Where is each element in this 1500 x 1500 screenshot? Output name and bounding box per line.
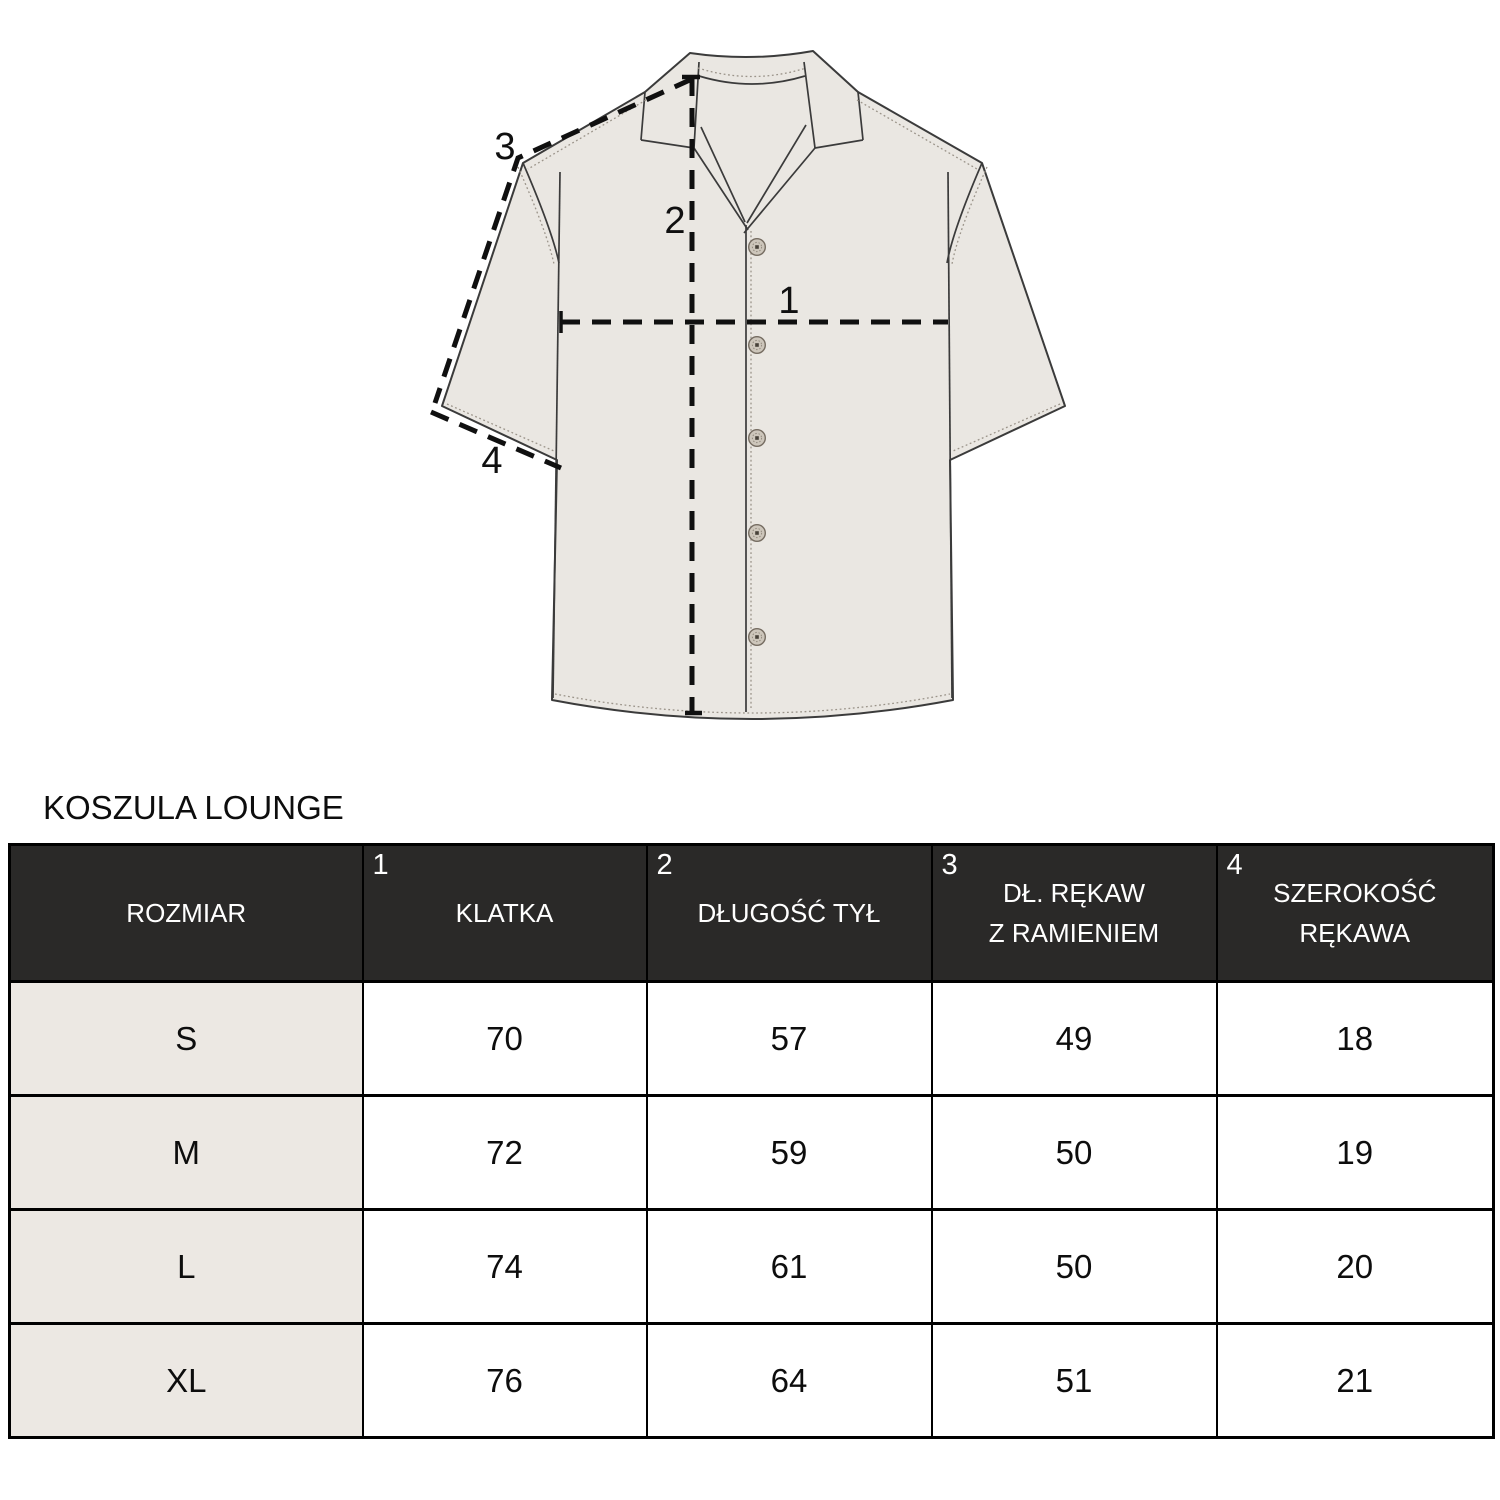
column-label: SZEROKOŚĆ (1273, 878, 1437, 908)
column-number: 1 (372, 849, 389, 881)
value-cell: 21 (1217, 1324, 1494, 1438)
column-label: DŁ. RĘKAW (1002, 878, 1146, 908)
button-icon (749, 337, 766, 354)
value-cell: 74 (363, 1210, 647, 1324)
size-cell: L (10, 1210, 363, 1324)
column-number: 3 (941, 849, 958, 881)
page-title: KOSZULA LOUNGE (43, 789, 344, 826)
value-cell: 64 (647, 1324, 932, 1438)
button-icon (749, 525, 766, 542)
size-cell: S (10, 982, 363, 1096)
column-label-line2: Z RAMIENIEM (988, 918, 1160, 948)
table-row (10, 1210, 1494, 1324)
table-row (10, 1096, 1494, 1210)
button-icon (749, 239, 766, 256)
size-table (8, 843, 1495, 1439)
table-header-row (10, 845, 1494, 982)
value-cell: 18 (1217, 982, 1494, 1096)
value-cell: 76 (363, 1324, 647, 1438)
value-cell: 70 (363, 982, 647, 1096)
column-label: DŁUGOŚĆ TYŁ (697, 898, 881, 928)
column-label: KLATKA (455, 898, 554, 928)
header-cell-szerokosc-rekawa (1217, 845, 1494, 982)
value-cell: 51 (932, 1324, 1217, 1438)
measure-label-sleeve-with-shoulder: 3 (494, 126, 516, 168)
header-cell-klatka (363, 845, 647, 982)
table-row (10, 982, 1494, 1096)
measure-label-back-length: 2 (664, 200, 686, 242)
header-cell-dlugosc-tyl (647, 845, 932, 982)
button-icon (749, 629, 766, 646)
column-number: 4 (1226, 849, 1243, 881)
value-cell: 50 (932, 1210, 1217, 1324)
column-number: 2 (656, 849, 673, 881)
measure-label-sleeve-width: 4 (481, 440, 503, 482)
header-cell-dl-rekaw (932, 845, 1217, 982)
value-cell: 61 (647, 1210, 932, 1324)
table-row (10, 1324, 1494, 1438)
size-cell: M (10, 1096, 363, 1210)
measure-label-chest: 1 (778, 280, 800, 322)
value-cell: 57 (647, 982, 932, 1096)
size-cell: XL (10, 1324, 363, 1438)
column-label-line2: RĘKAWA (1299, 918, 1411, 948)
value-cell: 20 (1217, 1210, 1494, 1324)
value-cell: 59 (647, 1096, 932, 1210)
value-cell: 50 (932, 1096, 1217, 1210)
header-cell-rozmiar (10, 845, 363, 982)
value-cell: 72 (363, 1096, 647, 1210)
value-cell: 19 (1217, 1096, 1494, 1210)
value-cell: 49 (932, 982, 1217, 1096)
column-label: ROZMIAR (126, 898, 247, 928)
button-icon (749, 430, 766, 447)
